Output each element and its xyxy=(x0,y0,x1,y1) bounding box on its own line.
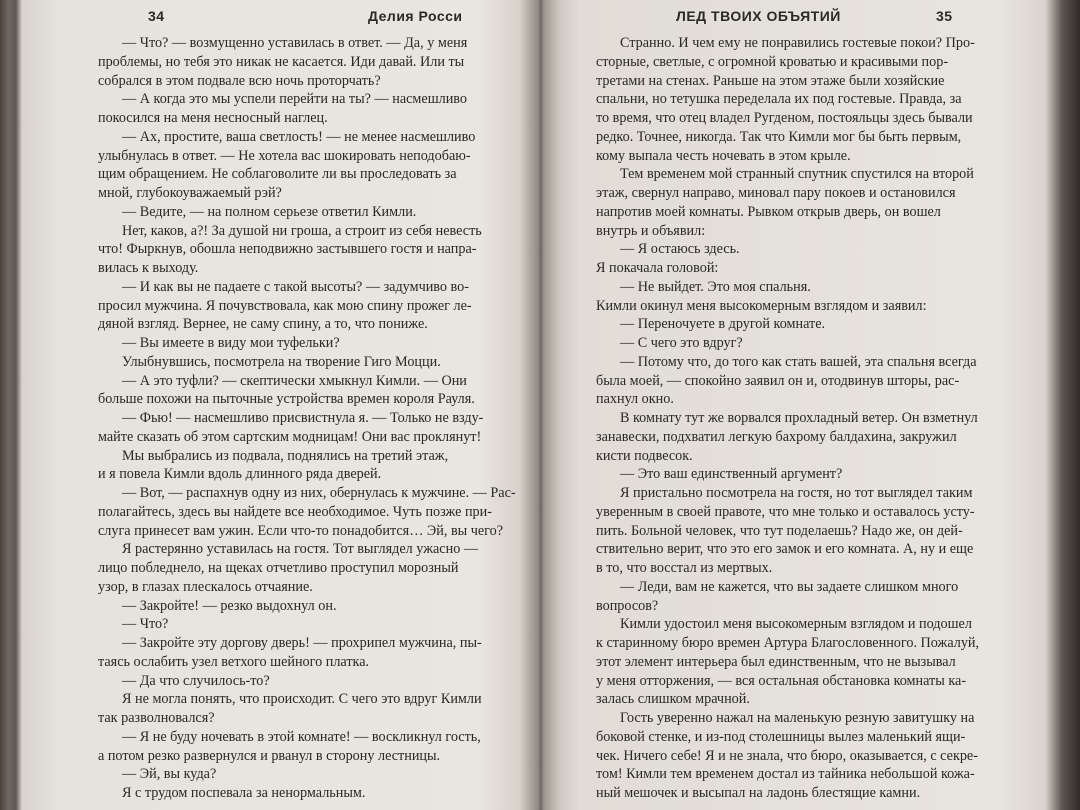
text-line: — Что? — возмущенно уставилась в ответ. — Да, у меня xyxy=(122,35,468,51)
text-line: этот элемент интерьера был единственным, что не вызывал xyxy=(596,653,956,670)
text-line: — И как вы не падаете с такой высоты? — задумчиво во- xyxy=(122,278,469,295)
text-line: майте сказать об этом сартским модницам! Они вас проклянут! xyxy=(98,428,482,445)
text-line: — Вы имеете в виду мои туфельки? xyxy=(122,335,340,351)
text-line: у меня отторжения, — вся остальная обстановка комнаты ка- xyxy=(596,672,967,689)
text-line: покосился на меня несносный наглец. xyxy=(98,110,328,126)
text-line: была моей, — спокойно заявил он и, отодвинув шторы, рас- xyxy=(596,372,960,389)
text-line: улыбнулась в ответ. — Не хотела вас шокировать неподобаю- xyxy=(98,147,471,164)
text-line: — Переночуете в другой комнате. xyxy=(620,316,826,333)
left-running-header: Делия Росси xyxy=(368,8,463,24)
text-line: ствительно верит, что это его замок и его комната. А, ну и еще xyxy=(596,541,974,558)
text-line: вопросов? xyxy=(596,597,659,614)
text-line: а потом резко развернулся и рванул в сторону лестницы. xyxy=(98,747,441,764)
text-line: кисти подвесок. xyxy=(596,447,693,464)
text-line: Кимли удостоил меня высокомерным взглядом и подошел xyxy=(620,616,972,633)
text-line: что! Фыркнув, обошла неподвижно застывшего гостя и напра- xyxy=(98,241,477,258)
right-page-header xyxy=(596,6,1032,34)
text-line: Я пристально посмотрела на гостя, но тот выглядел таким xyxy=(620,485,973,501)
text-line: занавески, подхватил легкую бахрому балдахина, закружил xyxy=(596,428,957,445)
text-line: залась слишком мрачной. xyxy=(596,691,750,708)
text-line: — Я остаюсь здесь. xyxy=(620,241,740,258)
text-line: полагайтесь, здесь вы найдете все необходимое. Чуть позже при- xyxy=(98,503,492,520)
text-line: в то, что восстал из мертвых. xyxy=(596,560,773,576)
text-line: — Потому что, до того как стать вашей, эта спальня всегда xyxy=(620,353,977,370)
text-line: пить. Больной человек, что тут поделаешь? Надо же, он дей- xyxy=(596,522,963,539)
text-line: пахнул окно. xyxy=(596,391,674,408)
text-line: — Да что случилось-то? xyxy=(122,672,270,689)
left-page-number: 34 xyxy=(148,8,165,24)
right-page xyxy=(556,0,1056,810)
text-line: Я растерянно уставилась на гостя. Тот выглядел ужасно — xyxy=(122,541,479,558)
text-line: — А это туфли? — скептически хмыкнул Кимли. — Они xyxy=(122,372,467,389)
text-line: — С чего это вдруг? xyxy=(620,335,743,351)
text-line: — Ах, простите, ваша светлость! — не менее насмешливо xyxy=(122,128,476,145)
text-line: слуга принесет вам ужин. Если что-то понадобится… Эй, вы чего? xyxy=(98,522,504,539)
text-line: Гость уверенно нажал на маленькую резную завитушку на xyxy=(620,710,975,726)
text-line: больше похожи на пыточные устройства времен короля Рауля. xyxy=(98,391,475,408)
text-line: Нет, каков, а?! За душой ни гроша, а строит из себя невесть xyxy=(122,222,482,239)
text-line: ный мешочек и высыпал на ладонь блестящие камни. xyxy=(596,785,921,801)
text-line: кому выпала честь ночевать в этом крыле. xyxy=(596,147,851,164)
text-line: Кимли окинул меня высокомерным взглядом и заявил: xyxy=(596,297,927,314)
text-line: чек. Ничего себе! Я и не знала, что бюро, оказывается, с секре- xyxy=(596,747,978,764)
text-line: Мы выбрались из подвала, поднялись на третий этаж, xyxy=(122,447,449,464)
text-line: В комнату тут же ворвался прохладный ветер. Он взметнул xyxy=(620,410,978,426)
text-line: проблемы, но тебя это никак не касается. Иди давай. Или ты xyxy=(98,53,465,70)
left-page xyxy=(22,0,522,810)
text-line: редко. Точнее, никогда. Так что Кимли мог бы быть первым, xyxy=(596,128,962,145)
left-page-header xyxy=(98,6,514,34)
right-page-number: 35 xyxy=(936,8,953,24)
text-line: дяной взгляд. Вернее, не саму спину, а то, что пониже. xyxy=(98,316,428,333)
text-line: — Закройте эту доргову дверь! — прохрипел мужчина, пы- xyxy=(122,635,482,651)
text-line: Тем временем мой странный спутник спустился на второй xyxy=(620,166,974,183)
text-line: — Леди, вам не кажется, что вы задаете слишком много xyxy=(620,578,959,595)
text-line: Я с трудом поспевала за ненормальным. xyxy=(122,785,366,801)
text-line: — Что? xyxy=(122,616,169,633)
text-line: спальни, но тетушка переделала их под гостевые. Правда, за xyxy=(596,91,962,108)
text-line: — Я не буду ночевать в этой комнате! — воскликнул гость, xyxy=(122,728,481,745)
text-line: Странно. И чем ему не понравились гостевые покои? Про- xyxy=(620,35,975,51)
right-running-header: ЛЕД ТВОИХ ОБЪЯТИЙ xyxy=(676,8,841,24)
text-line: вилась к выходу. xyxy=(98,260,199,276)
text-line: Улыбнувшись, посмотрела на творение Гиго Моцци. xyxy=(122,353,441,370)
text-line: так разволновался? xyxy=(98,710,215,726)
text-line: узор, в глазах плескалось отчаяние. xyxy=(98,578,313,595)
text-line: сторные, светлые, с огромной кроватью и красивыми пор- xyxy=(596,53,949,70)
text-line: том! Кимли тем временем достал из тайника небольшой кожа- xyxy=(596,766,975,783)
right-page-text xyxy=(596,34,1032,803)
book-gutter xyxy=(520,0,560,810)
text-line: — Не выйдет. Это моя спальня. xyxy=(620,278,811,295)
text-line: щим обращением. Не соблаговолите ли вы проследовать за xyxy=(98,166,457,183)
text-line: — Ведите, — на полном серьезе ответил Кимли. xyxy=(122,203,417,220)
text-line: боковой стенке, и из-под столешницы вылез маленький ящи- xyxy=(596,728,966,745)
text-line: таясь ослабить узел ветхого шейного платка. xyxy=(98,653,370,670)
text-line: Я покачала головой: xyxy=(596,260,719,276)
text-line: Я не могла понять, что происходит. С чего это вдруг Кимли xyxy=(122,691,482,708)
text-line: — Вот, — распахнув одну из них, обернулась к мужчине. — Рас- xyxy=(122,485,516,501)
text-line: мной, глубокоуважаемый рэй? xyxy=(98,185,282,201)
text-line: — Закройте! — резко выдохнул он. xyxy=(122,597,337,614)
text-line: этаж, свернул направо, миновал пару покоев и остановился xyxy=(596,185,956,201)
text-line: просил мужчина. Я почувствовала, как мою спину прожег ле- xyxy=(98,297,472,314)
text-line: — Эй, вы куда? xyxy=(122,766,217,783)
text-line: внутрь и объявил: xyxy=(596,222,706,239)
text-line: собрался в этом подвале всю ночь проторчать? xyxy=(98,72,381,89)
text-line: лицо побледнело, на щеках отчетливо проступил морозный xyxy=(98,560,459,576)
text-line: и я повела Кимли вдоль длинного ряда дверей. xyxy=(98,466,382,483)
text-line: — Фью! — насмешливо присвистнула я. — Только не взду- xyxy=(122,410,484,426)
text-line: — Это ваш единственный аргумент? xyxy=(620,466,843,483)
text-line: напротив моей комнаты. Рывком открыв дверь, он вошел xyxy=(596,203,941,220)
text-line: к старинному бюро времен Артура Благословенного. Пожалуй, xyxy=(596,635,980,651)
text-line: уверенным в своей правоте, что мне только и оставалось усту- xyxy=(596,503,975,520)
text-line: третами на стенах. Раньше на этом этаже были хозяйские xyxy=(596,72,945,89)
text-line: то время, что отец владел Ругденом, постояльцы здесь бывали xyxy=(596,110,973,126)
left-page-text xyxy=(98,34,514,803)
text-line: — А когда это мы успели перейти на ты? — насмешливо xyxy=(122,91,467,108)
